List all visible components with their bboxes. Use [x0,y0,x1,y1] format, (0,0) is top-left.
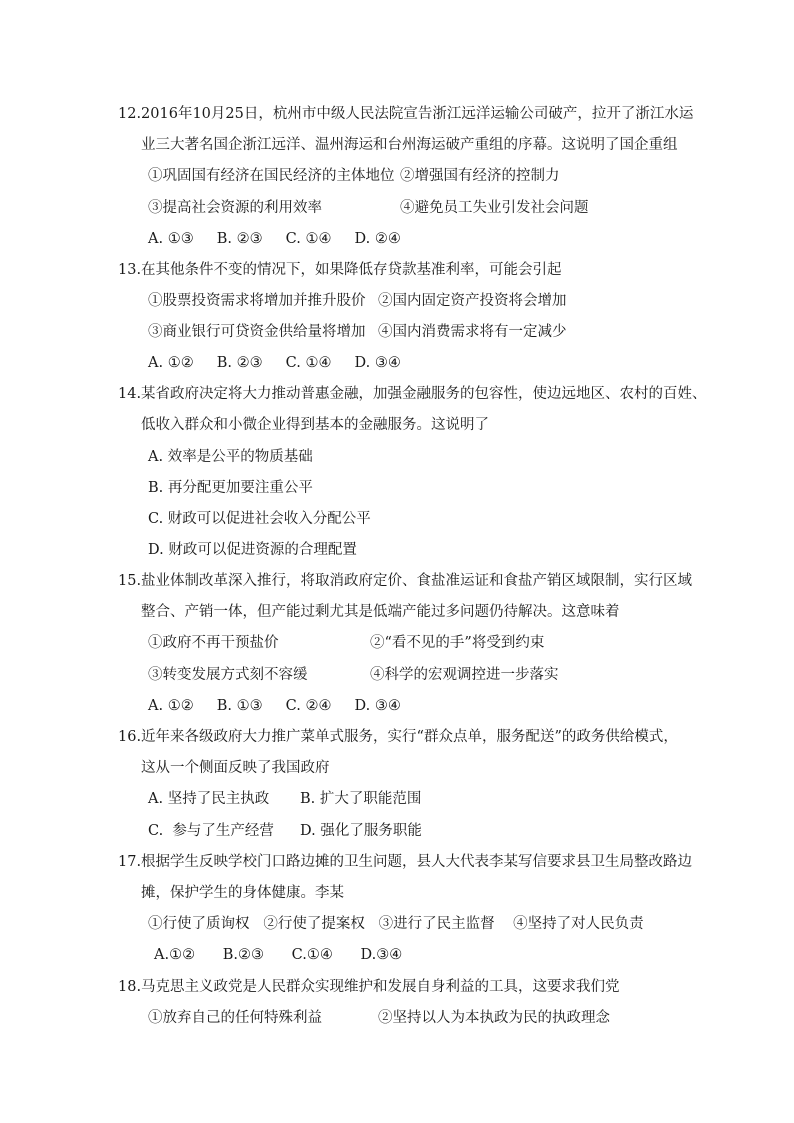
question-18-stem-line-1: 18.马克思主义政党是人民群众实现维护和发展自身利益的工具，这要求我们党 [118,979,620,995]
question-16-stem-line-2: 这从一个侧面反映了我国政府 [141,760,330,776]
question-13-option-1: ①股票投资需求将增加并推升股价 [148,293,366,309]
question-12-option-2: ②增强国有经济的控制力 [400,168,560,184]
question-12-option-3: ③提高社会资源的利用效率 [148,200,322,216]
question-12-option-1: ①巩固国有经济在国民经济的主体地位 [148,168,395,184]
question-16-option-b: B. 扩大了职能范围 [300,791,422,807]
question-17-stem-line-2: 摊，保护学生的身体健康。李某 [141,885,344,901]
question-14-option-a: A. 效率是公平的物质基础 [148,449,313,465]
question-15-option-4: ④科学的宏观调控进一步落实 [370,667,559,683]
question-12-answers: A. ①③ B. ②③ C. ①④ D. ②④ [148,231,401,247]
question-18-option-1: ①放弃自己的任何特殊利益 [148,1010,322,1026]
question-14-stem-line-1: 14.某省政府决定将大力推动普惠金融，加强金融服务的包容性，使边远地区、农村的百姓、 [118,386,707,402]
question-14-option-d: D. 财政可以促进资源的合理配置 [148,542,357,558]
question-17-options: ①行使了质询权 ②行使了提案权 ③进行了民主监督 ④坚持了对人民负责 [148,916,644,932]
question-16-option-c: C. 参与了生产经营 [148,823,274,839]
question-12-stem-line-2: 业三大著名国企浙江远洋、温州海运和台州海运破产重组的序幕。这说明了国企重组 [141,137,678,153]
question-17-answers: A.①② B.②③ C.①④ D.③④ [154,947,403,963]
question-13-option-4: ④国内消费需求将有一定减少 [378,324,567,340]
question-14-option-c: C. 财政可以促进社会收入分配公平 [148,511,371,527]
question-15-stem-line-2: 整合、产销一体，但产能过剩尤其是低端产能过多问题仍待解决。这意味着 [141,604,620,620]
question-14-option-b: B. 再分配更加要注重公平 [148,480,313,496]
question-15-option-3: ③转变发展方式刻不容缓 [148,667,308,683]
question-18-option-2: ②坚持以人为本执政为民的执政理念 [378,1010,610,1026]
question-16-option-a: A. 坚持了民主执政 [148,791,270,807]
question-17-stem-line-1: 17.根据学生反映学校门口路边摊的卫生问题，县人大代表李某写信要求县卫生局整改路边 [118,854,693,870]
question-15-answers: A. ①② B. ①③ C. ②④ D. ③④ [148,698,401,714]
question-13-option-2: ②国内固定资产投资将会增加 [378,293,567,309]
question-12-option-4: ④避免员工失业引发社会问题 [400,200,589,216]
question-14-stem-line-2: 低收入群众和小微企业得到基本的金融服务。这说明了 [141,417,489,433]
question-16-stem-line-1: 16.近年来各级政府大力推广菜单式服务，实行“群众点单，服务配送”的政务供给模式， [118,729,678,745]
question-15-option-2: ②“看不见的手”将受到约束 [370,635,545,651]
question-13-option-3: ③商业银行可贷资金供给量将增加 [148,324,366,340]
question-12-stem-line-1: 12.2016年10月25日，杭州市中级人民法院宣告浙江远洋运输公司破产，拉开了浙江水运 [118,106,694,122]
question-15-option-1: ①政府不再干预盐价 [148,635,279,651]
question-16-option-d: D. 强化了服务职能 [300,823,422,839]
question-13-stem-line-1: 13.在其他条件不变的情况下，如果降低存贷款基准利率，可能会引起 [118,262,562,278]
question-15-stem-line-1: 15.盐业体制改革深入推行，将取消政府定价、食盐准运证和食盐产销区域限制，实行区域 [118,573,693,589]
question-13-answers: A. ①② B. ②③ C. ①④ D. ③④ [148,355,401,371]
